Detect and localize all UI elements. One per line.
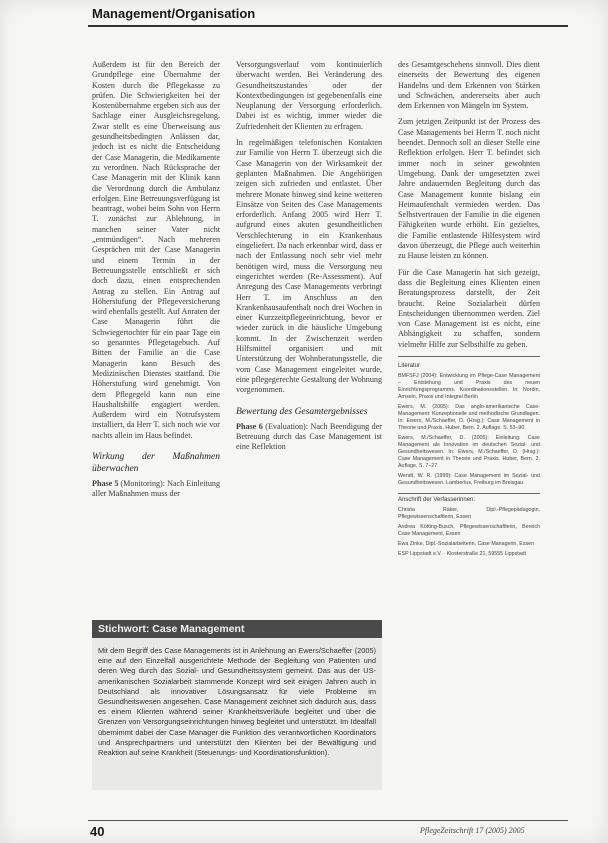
authors-rule bbox=[398, 493, 540, 494]
reference-item: Ewers, M./Schaeffer, D. (2005): Einleitung: Case Management als Innovation im deutschen Sozial- und Gesundheitswesen. In: Ewers, M./Schaeffer, D. (Hrsg.): Case Management in Theorie und Praxis. Huber, Bern. 2. Auflage, S. 7–27 bbox=[398, 435, 540, 470]
text-column-3 bbox=[398, 60, 540, 561]
footer-rule bbox=[88, 820, 568, 821]
column-2-paragraph-2: In regelmäßigen telefonischen Kontakten zur Familie von Herrn T. überzeugt sich die Case Managerin von der Wirksamkeit der geplanten Maßnahmen. Die Angehörigen zeigen sich zufrieden und entlastet. Über mehrere Monate hinweg sind keine weiteren Einsätze von Seiten des Case Managements erforderlich. Anfang 2005 wird Herr T. aufgrund eines akuten gesundheitlichen Verschlechterung in ein Krankenhaus eingeliefert. Da nach erkennbar wird, dass er nach der Entlassung noch sehr viel mehr benötigen wird, muss die Versorgung neu eingerichtet werden (Re-Assessment). Auf Anregung des Case Managements verbringt Herr T. im Anschluss an den Krankenhausaufenthalt noch drei Wochen in einer Kurzzeitpflegeeinrichtung, bevor er wieder zurück in die häusliche Umgebung kommt. In der Zwischenzeit werden Hilfsmittel organisiert und mit Unterstützung der Wohnberatungsstelle, die vom Case Management eingeleitet wurde, eine pflegegerechte Gestaltung der Wohnung vorgenommen. bbox=[236, 138, 382, 395]
reference-item: Ewers, M. (2005): Das anglo-amerikanische Case-Management: Konzeptionelle und methodische Grundlagen. In: Ewers, M./Schaeffer, D. (Hrsg.): Case Management in Theorie und Praxis. Huber, Bern. 2. Auflage. S. 53–90 bbox=[398, 404, 540, 432]
column-1-paragraph-2 bbox=[92, 479, 220, 500]
authors-title: Anschrift der Verfasserinnen: bbox=[398, 497, 476, 504]
column-3-paragraph-3: Für die Case Managerin hat sich gezeigt, dass die Begleitung eines Klienten einen Beratungsprozess darstellt, der Zeit braucht. Reine Sozialarbeit dürfen Entscheidungen übernommen werden. Ziel von Case Management ist es nicht, eine Abhängigkeit zu schaffen, sondern vielmehr Hilfe zur Selbsthilfe zu geben. bbox=[398, 267, 540, 349]
subheading-evaluation: Bewertung des Gesamtergebnisses bbox=[236, 406, 368, 417]
column-3-paragraph-1: des Gesamtgeschehens sinnvoll. Dies dient einerseits der Bewertung des eigenen Handelns und dem Erkennen von Stärken und Schwächen, andererseits aber auch dem Erkennen von Mängeln im System. bbox=[398, 60, 540, 111]
references-section bbox=[398, 363, 540, 558]
section-header-title: Management/Organisation bbox=[92, 6, 256, 21]
column-1-paragraph-1: Außerdem ist für den Bereich der Grundpflege eine Übernahme der Kosten durch die Pflegekasse zu prüfen. Die Schwierigkeiten bei der Kostenübernahme ergeben sich aus der Sachlage einer Ausgleichsregelung. Zwar stellt es eine Überweisung aus gesundheitsbedingten Anlässen dar, jedoch ist es nicht die Entscheidung der Case Managerin, die Medikamente zu verordnen. Nach Rücksprache der Case Managerin mit der Klinik kann die Verordnung durch die Ambulanz erfolgen. Eine Betreuungsverfügung ist beantragt, wobei beim Sohn von Herrn T. zunächst zur Ablehnung, in manchen seiner Vater nicht „entmündigen“. Nach mehreren Gesprächen mit der Case Managerin und einem Termin in der Betreuungsstelle entschließt er sich doch dazu, einen entsprechenden Antrag zu stellen. Ein Antrag auf Höherstufung der Pflegeversicherung wird ebenfalls gestellt. Auf Anraten der Case Managerin führt die Schwiegertochter für ein paar Tage ein so genanntes Pflegetagebuch. Auf Bitten der Familie an die Case Managerin kann Besuch des Medizinischen Dienstes stattfand. Die Höherstufung wird genehmigt. Von dem Pflegegeld kann nun eine Haushaltshilfe engagiert werden. Außerdem wird ein Notrufsystem installiert, da Herr T. sich noch wie vor nachts allein im Haus befindet. bbox=[92, 60, 220, 440]
author-item: Ewa Zinke, Dipl.-Sozialarbeiterin, Case Managerin, Essen bbox=[398, 541, 535, 548]
keyword-box-header bbox=[92, 620, 382, 638]
phase-5-label: Phase 5 bbox=[92, 478, 119, 488]
reference-item: BMFSFJ (2004): Entwicklung im Pflege-Case Management – Entstehung und Praxis des neuen Einrichtungsprogramms. Koordinationsstellen. In: Nordin, Amseln, Praxis und Integral Berlin bbox=[398, 373, 540, 401]
header-rule bbox=[88, 25, 568, 27]
author-address: ESP Lippstadt e.V. · Klosterstraße 21, 59555 Lippstadt bbox=[398, 551, 527, 558]
keyword-box-title: Stichwort: Case Management bbox=[98, 623, 245, 635]
journal-reference: PflegeZeitschrift 17 (2005) 2005 bbox=[420, 826, 525, 835]
column-3-paragraph-2: Zum jetzigen Zeitpunkt ist der Prozess des Case Managements bei Herrn T. noch nicht beendet. Dennoch soll an dieser Stelle eine Reflektion erfolgen. Herr T. befindet sich immer noch in seiner gewohnten Umgebung. Dank der umgesetzten zwei Jahre andauernden Begleitung durch das Case Management konnte bislang ein Heimaufenthalt vermieden werden. Das Selbstvertrauen der Familie in die eigenen Fähigkeiten wurde erhöht. Ein gezieltes, die Familie entlastende Hilfesystem wird davon überzeugt, die Pflege auch weiterhin zu Hause leisten zu können. bbox=[398, 117, 540, 261]
page-number: 40 bbox=[90, 824, 105, 839]
keyword-box-text: Mit dem Begriff des Case Managements ist in Anlehnung an Ewers/Schaeffer (2005) eine auf den Einzelfall ausgerichtete Methode der Begleitung von Patienten und deren Weg durch das Sozial- und Gesundheitssystem gemeint. Das aus der US-amerikanischen Sozialarbeit stammende Konzept wird seit einigen Jahren auch in Deutschland als innovativer Lösungsansatz für viele Probleme im Gesundheitswesen angesehen. Case Management zeichnet sich dadurch aus, dass es einem Klienten während seiner Krankheitsverläufe begleitet und über die Grenzen von Versorgungseinrichtungen hinweg begleitet und unterstützt. Im Idealfall übernimmt dabei der Case Manager die Funktion des verantwortlichen Koordinators und Ansprechpartners und unterstützt den Klienten bei der Bewältigung und Reaktion auf seine Krankheit (Steuerungs- und Koordinationsfunktion). bbox=[98, 646, 376, 758]
references-rule bbox=[398, 356, 540, 357]
subheading-monitoring: Wirkung der Maßnahmen überwachen bbox=[92, 451, 220, 474]
author-item: Andrea Kötting-Busch, Pflegewissenschaftlerin, Bereich Case Management, Essen bbox=[398, 524, 540, 538]
author-item: Christa Räker, Dipl.-Pflegepädagogin, Pflegewissenschaftlerin, Essen bbox=[398, 507, 540, 521]
keyword-box bbox=[92, 620, 382, 790]
reference-item: Wendt, W. R. (1999): Case Management im Sozial- und Gesundheitswesen. Lambertus, Freiburg im Breisgau bbox=[398, 473, 540, 487]
column-2-paragraph-1: Versorgungsverlauf vom kontinuierlich überwacht werden. Bei Veränderung des Gesundheitszustandes oder der Kontextbedingungen ist gegebenenfalls eine Neuplanung der Versorgung erforderlich. Dabei ist es wichtig, immer wieder die Zufriedenheit der Klienten zu erfragen. bbox=[236, 60, 382, 131]
phase-6-label: Phase 6 bbox=[236, 421, 263, 431]
column-2-paragraph-3 bbox=[236, 422, 382, 453]
text-column-2 bbox=[236, 60, 382, 458]
text-column-1 bbox=[92, 60, 220, 506]
phase-5-text: (Monitoring): Nach Einleitung aller Maßnahmen muss der bbox=[92, 478, 220, 499]
references-title: Literatur bbox=[398, 363, 421, 370]
phase-6-text: (Evaluation): Nach Beendigung der Betreuung durch das Case Management ist eine Reflektion bbox=[236, 421, 382, 452]
